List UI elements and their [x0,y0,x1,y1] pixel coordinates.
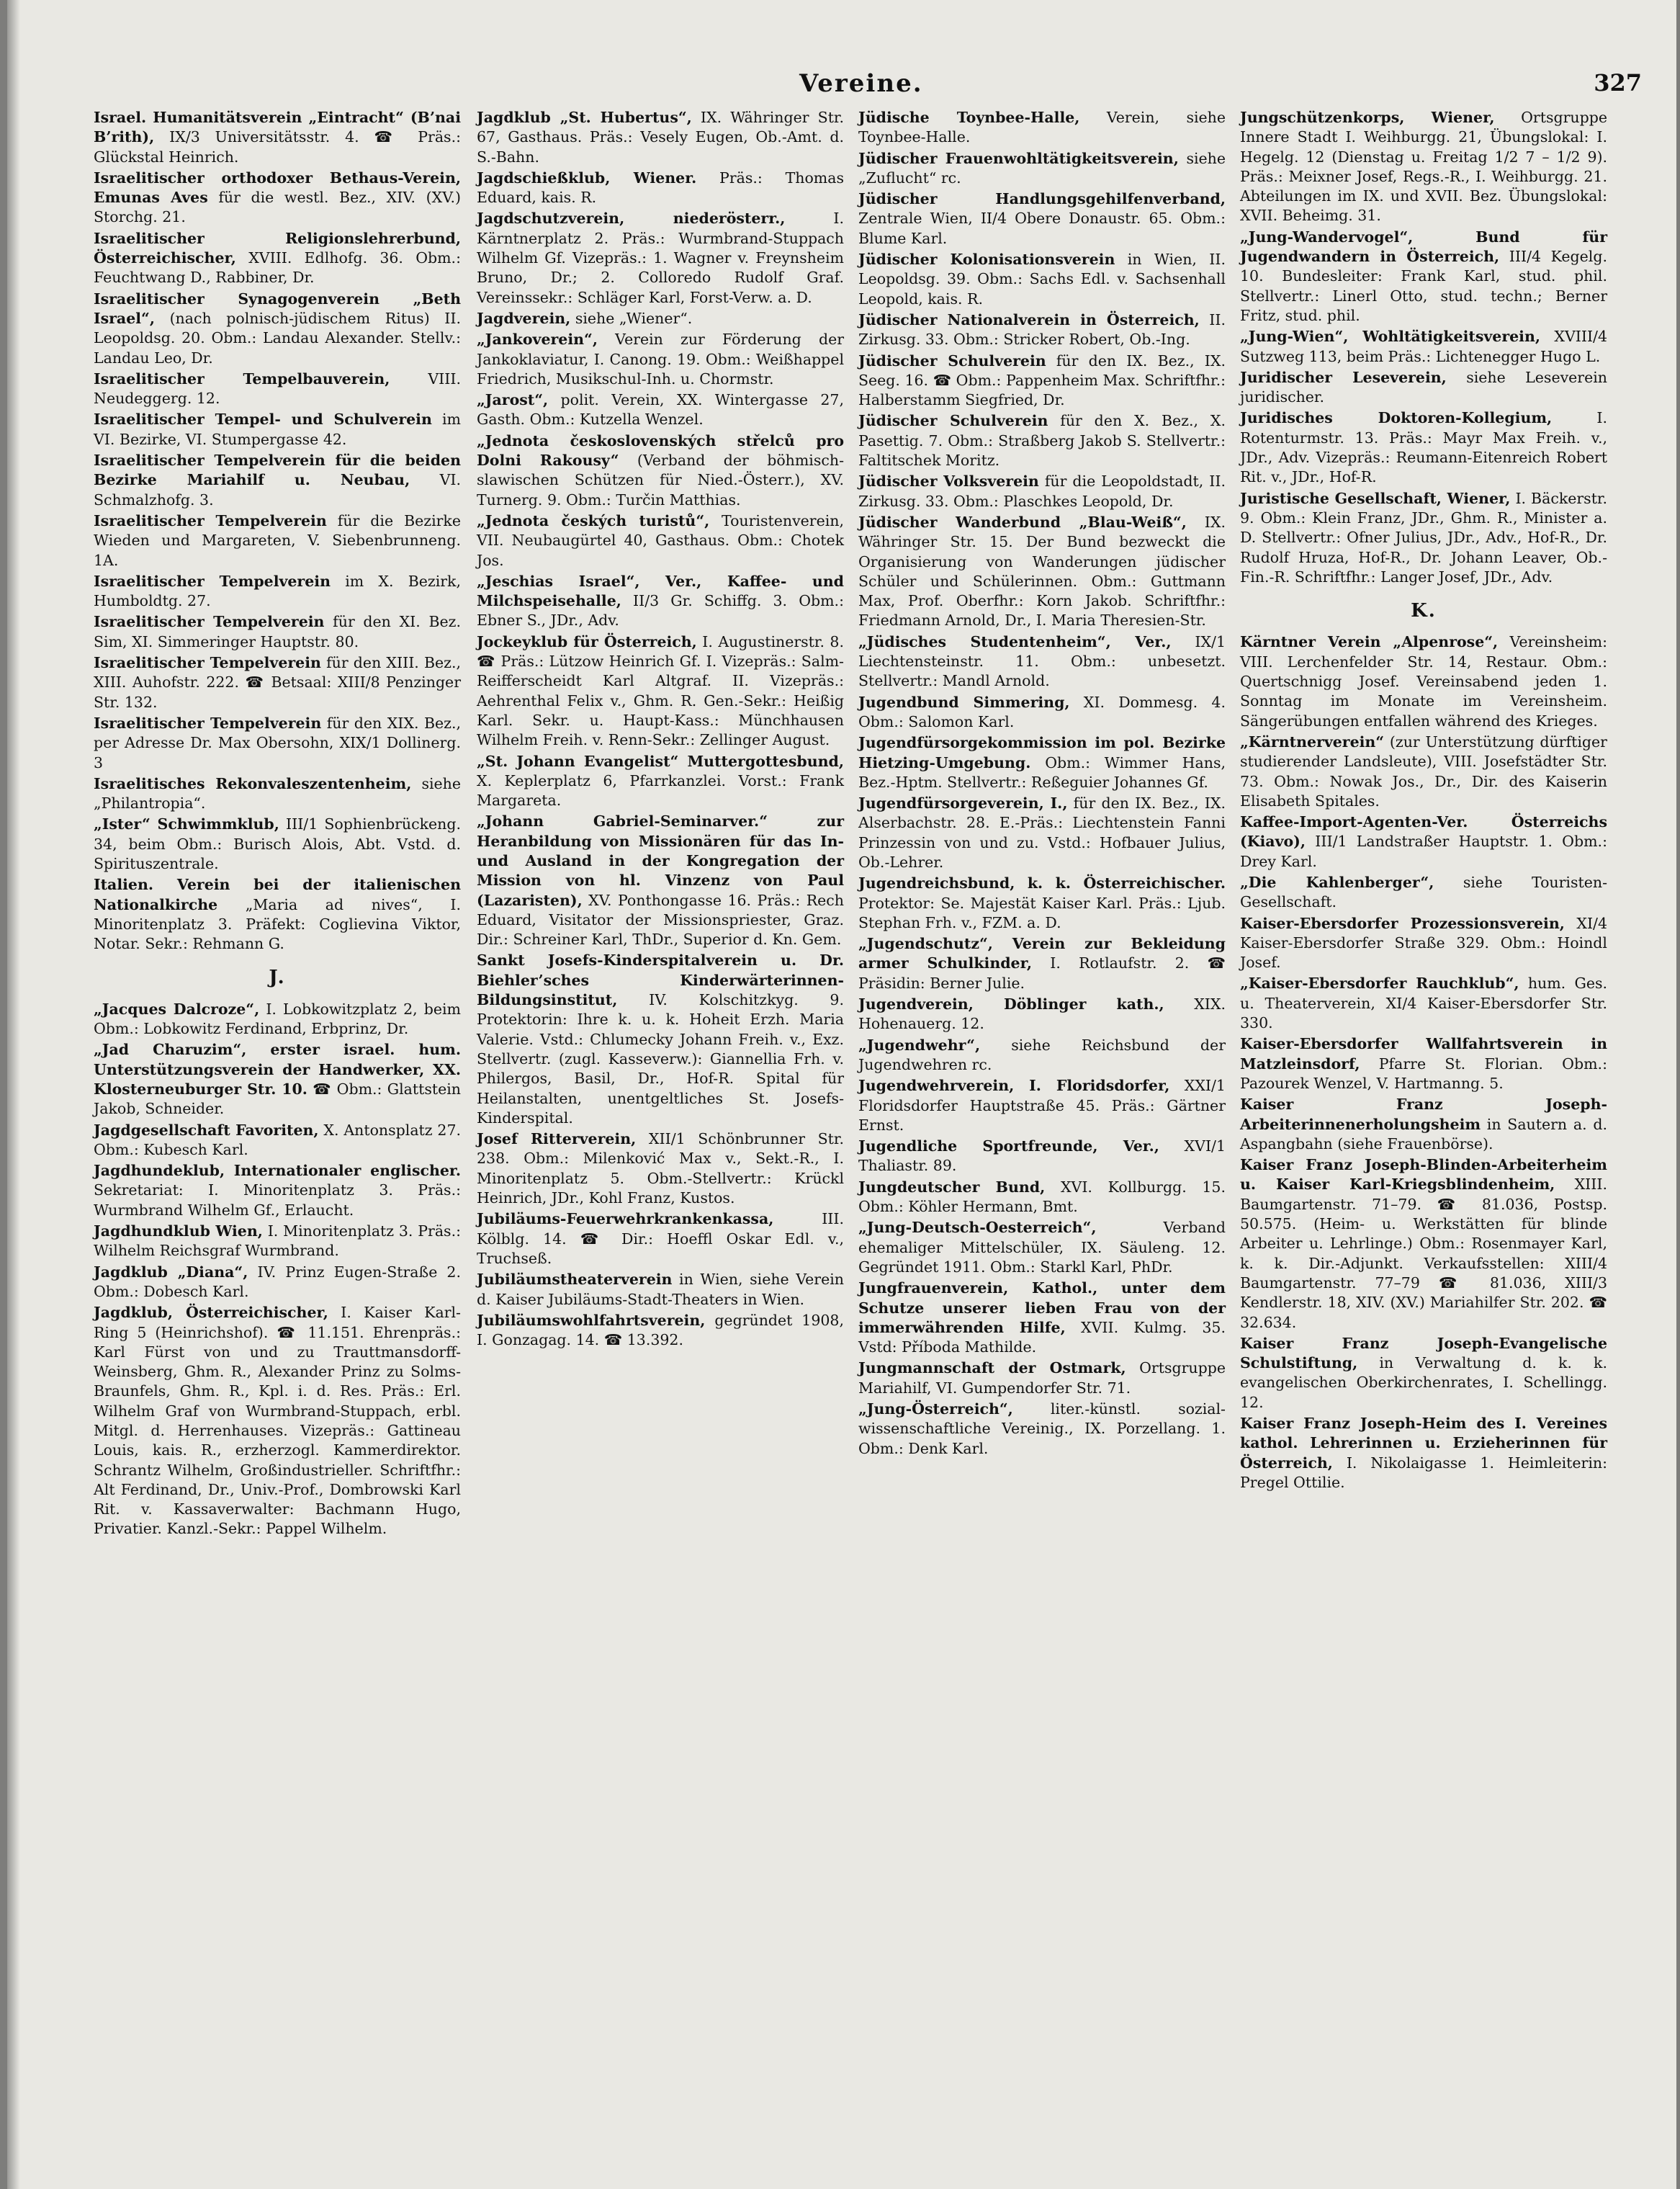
directory-entry [1240,733,1607,811]
directory-entry [477,309,844,328]
entry-name: „Die Kahlenberger“, [1240,873,1434,891]
entry-name: Jüdischer Nationalverein in Österreich, [858,310,1200,328]
entry-name: Jüdische Toynbee-Halle, [858,109,1080,126]
entry-name: Jubiläumswohlfahrtsverein, [477,1311,706,1329]
entry-name: Jagdgesellschaft Favoriten, [94,1121,319,1139]
entry-name: Jüdischer Volksverein [858,473,1039,491]
entry-name: Israelitisches Rekonvaleszentenheim, [94,774,412,792]
directory-entry [858,250,1226,309]
directory-entry [94,229,461,288]
column-1 [94,108,461,1541]
page-number: 327 [1594,69,1642,97]
entry-details: III. Kölblg. 14. ☎ Dir.: Hoeffl Oskar Edl. v., Truchseß. [477,1210,844,1267]
entry-name: Jugendwehrverein, I. Floridsdorfer, [858,1077,1170,1095]
directory-entry [94,1121,461,1160]
entry-details: Vereinsheim: VIII. Lerchenfelder Str. 14, Restaur. Obm.: Quertschnigg Josef. Vereinsabend jeden 1. Sonntag im Monate im Vereinsheim. Sängerübungen entfallen während des Krieges. [1240,633,1607,730]
directory-entry [94,875,461,954]
entry-name: Kärntner Verein „Alpenrose“, [1240,633,1499,651]
entry-name: Israelitischer Tempel- und Schulverein [94,411,432,429]
entry-details: siehe Reichsbund der Jugendwehren rc. [858,1036,1226,1073]
entry-details: III/1 Landstraßer Hauptstr. 1. Obm.: Drey Karl. [1240,833,1607,870]
entry-details: Verein zur Förderung der Jankoklaviatur, I. Canong. 19. Obm.: Weißhappel Friedrich, Musikschul-Inh. u. Chormstr. [477,331,844,388]
directory-entry [858,1279,1226,1357]
entry-name: „Johann Gabriel-Seminarver.“ zur Heranbildung von Missionären für das In- und Ausland in der Kongregation der Mission von hl. Vinzenz von Paul (Lazaristen), [477,813,844,909]
directory-entry [94,1263,461,1302]
entry-name: Jungfrauenverein, Kathol., unter dem Schutze unserer lieben Frau von der immerwährenden Hilfe, [858,1279,1226,1336]
directory-entry [94,1303,461,1539]
entry-name: Jubiläums-Feuerwehrkrankenkassa, [477,1210,774,1228]
entry-details: X. Antonsplatz 27. Obm.: Kubesch Karl. [94,1121,462,1158]
entry-details: für die Leopoldstadt, II. Zirkusg. 33. Obm.: Plaschkes Leopold, Dr. [858,473,1226,510]
entry-details: I. Minoritenplatz 3. Präs.: Wilhelm Reichsgraf Wurmbrand. [94,1222,461,1260]
directory-entry [858,794,1226,872]
entry-name: Jungschützenkorps, Wiener, [1240,109,1495,126]
entry-name: Kaiser-Ebersdorfer Wallfahrtsverein in Matzleinsdorf, [1240,1035,1607,1073]
entry-name: Jockeyklub für Österreich, [477,632,697,650]
entry-name: „Jeschias Israel“, Ver., Kaffee- und Milchspeisehalle, [477,572,844,610]
entry-details: siehe „Zuflucht“ rc. [858,149,1226,187]
directory-entry [94,774,461,814]
directory-entry [477,951,844,1128]
entry-details: in Wien, siehe Verein d. Kaiser Jubiläums-Stadt-Theaters in Wien. [477,1271,844,1308]
directory-entry [858,995,1226,1034]
entry-name: Israelitischer Tempelverein [94,572,331,590]
entry-name: Jagdklub, Österreichischer, [94,1304,328,1322]
entry-details: XIII. Baumgartenstr. 71–79. ☎ 81.036, Postsp. 50.575. (Heim- u. Werkstätten für blinde Arbeiter u. Lehrlinge.) Obm.: Rosenmayer Karl, k. k. Dir.-Adjunkt. Verkaufsstellen: XIII/4 Baumgartenstr. 77–79 ☎ 81.036, XIII/3 Kendlerstr. 18, XIV. (XV.) Mariahilfer Str. 202. ☎ 32.634. [1240,1176,1607,1331]
entry-details: siehe „Philantropia“. [94,774,461,813]
entry-details: II/3 Gr. Schiffg. 3. Obm.: Ebner S., JDr., Adv. [477,592,844,630]
entry-details: Verein, siehe Toynbee-Halle. [858,109,1226,146]
entry-name: Jüdischer Frauenwohltätigkeitsverein, [858,149,1179,167]
entry-name: Jugendreichsbund, k. k. Österreichischer. [858,874,1226,892]
directory-page [7,0,1676,2189]
directory-entry [1240,1095,1607,1154]
entry-name: Jagdklub „Diana“, [94,1263,248,1281]
entry-details: X. Keplerplatz 6, Pfarrkanzlei. Vorst.: Frank Margareta. [477,771,844,810]
directory-entry [1240,974,1607,1033]
entry-details: I. Rotlaufstr. 2. ☎ Präsidin: Berner Julie. [858,954,1226,992]
entry-name: Juridischer Leseverein, [1240,368,1447,386]
entry-name: Jugendbund Simmering, [858,693,1070,711]
entry-details: Zentrale Wien, II/4 Obere Donaustr. 65. Obm.: Blume Karl. [858,210,1226,247]
entry-name: Kaiser Franz Joseph-Heim des I. Vereines kathol. Lehrerinnen u. Erzieherinnen für Österreich, [1240,1415,1607,1472]
entry-name: Jungmannschaft der Ostmark, [858,1359,1126,1377]
directory-entry [94,451,461,510]
entry-name: „Jung-Deutsch-Oesterreich“, [858,1219,1097,1237]
entry-details: im VI. Bezirke, VI. Stumpergasse 42. [94,411,461,448]
directory-entry [858,934,1226,993]
directory-entry [477,209,844,307]
directory-entry [94,108,461,167]
entry-details: in Sautern a. d. Aspangbahn (siehe Frauenbörse). [1240,1115,1607,1152]
entry-name: Jagdhundeklub, Internationaler englischer. [94,1162,461,1180]
entry-details: XVI/1 Thaliastr. 89. [858,1137,1226,1175]
directory-entry [94,1040,461,1119]
entry-name: Jüdischer Schulverein [858,412,1048,430]
entry-details: ☎ Obm.: Glattstein Jakob, Schneider. [94,1080,461,1118]
entry-name: Jugendfürsorgekommission im pol. Bezirke Hietzing-Umgebung. [858,734,1226,771]
entry-name: Sankt Josefs-Kinderspitalverein u. Dr. Biehler’sches Kinderwärterinnen-Bildungsinstitut, [477,952,844,1009]
directory-entry [1240,914,1607,973]
directory-entry [1240,489,1607,587]
directory-entry [477,1209,844,1268]
column-4 [1240,108,1607,1494]
entry-details: (nach polnisch-jüdischem Ritus) II. Leopoldsg. 20. Obm.: Landau Alexander. Stellv.: Landau Leo, Dr. [94,309,461,367]
entry-details: (zur Unterstützung dürftiger studierender Landsleute), VIII. Josefstädter Str. 73. Obm.: Nowak Jos., Dr., Dir. des Kaiserin Elisabeth Spitales. [1240,733,1607,810]
directory-entry [858,108,1226,148]
entry-name: Israelitischer Tempelverein für die beiden Bezirke Mariahilf u. Neubau, [94,452,461,489]
directory-entry [858,1036,1226,1075]
entry-name: Kaiser Franz Joseph-Arbeiterinnenerholungsheim [1240,1096,1607,1133]
entry-name: „Jad Charuzim“, erster israel. hum. Unterstützungsverein der Handwerker, XX. Klosterneuburger Str. 10. [94,1041,461,1098]
directory-entry [858,1076,1226,1135]
entry-name: Jüdischer Kolonisationsverein [858,251,1115,269]
entry-details: I. Kaiser Karl-Ring 5 (Heinrichshof). ☎ 11.151. Ehrenpräs.: Karl Fürst von und zu Trauttmansdorff-Weinsberg, Ghm. R., Alexander Prinz zu Solms-Braunfels, Ghm. R., Kpl. i. d. Res. Präs.: Erl. Wilhelm Graf von Wurmbrand-Stuppach, erbl. Mitgl. d. Herrenhauses. Vizepräs.: Gattineau Louis, kais. R., erzherzogl. Kammerdirektor. Schrantz Wilhelm, Großindustrieller. Schriftfhr.: Alt Ferdinand, Dr., Univ.-Prof., Dombrowski Karl Rit. v. Kassaverwalter: Bachmann Hugo, Privatier. Kanzl.-Sekr.: Pappel Wilhelm. [94,1304,461,1538]
entry-details: Pfarre St. Florian. Obm.: Pazourek Wenzel, V. Hartmanng. 5. [1240,1055,1607,1092]
entry-details: für den XIII. Bez., XIII. Auhofstr. 222. ☎ Betsaal: XIII/8 Penzinger Str. 132. [94,654,461,711]
entry-name: „Jugendwehr“, [858,1036,981,1054]
directory-entry [477,1311,844,1351]
entry-details: XI/4 Kaiser-Ebersdorfer Straße 329. Obm.: Hoindl Josef. [1240,914,1607,972]
entry-details: XII/1 Schönbrunner Str. 238. Obm.: Milenković Max v., Sekt.-R., I. Minoritenplatz 5. Obm.-Stellvertr.: Krückl Heinrich, JDr., Kohl Franz, Kustos. [477,1130,844,1207]
entry-details: siehe Leseverein juridischer. [1240,368,1607,406]
entry-name: Jagdklub „St. Hubertus“, [477,109,692,126]
directory-entry [858,149,1226,189]
entry-details: Ortsgruppe Mariahilf, VI. Gumpendorfer Str. 71. [858,1359,1226,1397]
column-3 [858,108,1226,1460]
directory-entry [1240,108,1607,226]
entry-details: I. Lobkowitzplatz 2, beim Obm.: Lobkowitz Ferdinand, Erbprinz, Dr. [94,1000,461,1038]
directory-entry [1240,228,1607,326]
directory-entry [858,1218,1226,1277]
entry-name: Israelitischer Tempelverein [94,654,321,672]
entry-details: hum. Ges. u. Theaterverein, XI/4 Kaiser-Ebersdorfer Str. 330. [1240,975,1607,1032]
running-head: Vereine. [799,69,923,98]
entry-details: VIII. Neudeggerg. 12. [94,370,461,408]
directory-entry [94,511,461,570]
entry-name: Israelitischer Tempelverein [94,613,325,631]
directory-entry [477,330,844,389]
directory-entry [477,511,844,570]
entry-details: XIX. Hohenauerg. 12. [858,995,1226,1033]
entry-details: XVII. Kulmg. 35. Vstd: Příboda Mathilde. [858,1318,1226,1356]
entry-name: „Jüdisches Studentenheim“, Ver., [858,632,1172,650]
entry-details: für die westl. Bez., XIV. (XV.) Storchg. 21. [94,189,461,226]
entry-details: für den XI. Bez. Sim, XI. Simmeringer Hauptstr. 80. [94,613,461,650]
entry-details: in Wien, II. Leopoldsg. 39. Obm.: Sachs Edl. v. Sachsenhall Leopold, kais. R. [858,251,1226,308]
entry-details: Präs.: Thomas Eduard, kais. R. [477,169,844,207]
entry-details: für den IX. Bez., IX. Alserbachstr. 28. E.-Präs.: Liechtenstein Fanni Prinzessin von und zu. Vstd.: Hofbauer Julius, Ob.-Lehrer. [858,794,1226,871]
entry-details: IX. Währinger Str. 67, Gasthaus. Präs.: Vesely Eugen, Ob.-Amt. d. S.-Bahn. [477,109,844,166]
entry-name: Jüdischer Handlungsgehilfenverband, [858,190,1226,208]
entry-details: I. Augustinerstr. 8. ☎ Präs.: Lützow Heinrich Gf. I. Vizepräs.: Salm-Reifferscheidt Karl Altgraf. II. Vizepräs.: Aehrenthal Felix v., Ghm. R. Gen.-Sekr.: Heißig Karl. Sekr. u. Haupt-Kass.: Münchhausen Wilhelm Freih. v. Renn-Sekr.: Zellinger August. [477,632,844,749]
entry-name: „Ister“ Schwimmklub, [94,815,279,833]
directory-entry [1240,873,1607,913]
entry-name: Jugendfürsorgeverein, I., [858,794,1068,813]
directory-entry [858,632,1226,691]
directory-entry [94,1222,461,1261]
directory-entry [94,1000,461,1039]
directory-entry [858,874,1226,933]
entry-details: polit. Verein, XX. Wintergasse 27, Gasth. Obm.: Kutzella Wenzel. [477,391,844,429]
entry-name: Jugendliche Sportfreunde, Ver., [858,1137,1159,1155]
entry-details: III/1 Sophienbrückeng. 34, beim Obm.: Burisch Alois, Abt. Vstd. d. Spirituszentrale. [94,815,461,872]
entry-details: gegründet 1908, I. Gonzagag. 14. ☎ 13.392. [477,1311,844,1349]
directory-entry [1240,1334,1607,1413]
entry-name: Italien. Verein bei der italienischen Nationalkirche [94,876,461,913]
entry-name: Israelitischer Tempelverein [94,511,327,529]
entry-name: Jüdischer Wanderbund „Blau-Weiß“, [858,513,1187,531]
entry-name: Josef Ritterverein, [477,1130,637,1148]
entry-name: „St. Johann Evangelist“ Muttergottesbund, [477,752,844,770]
entry-details: Touristenverein, VII. Neubaugürtel 40, Gasthaus. Obm.: Chotek Jos. [477,511,844,569]
directory-entry [94,410,461,449]
entry-details: für den X. Bez., X. Pasettig. 7. Obm.: Straßberg Jakob S. Stellvertr.: Faltitschek Moritz. [858,412,1226,470]
entry-details: II. Zirkusg. 33. Obm.: Stricker Robert, Ob.-Ing. [858,310,1226,349]
directory-entry [94,653,461,712]
entry-name: Israelitischer orthodoxer Bethaus-Verein, Emunas Aves [94,169,461,207]
directory-entry [858,1178,1226,1217]
entry-details: XVIII/4 Sutzweg 113, beim Präs.: Lichtenegger Hugo L. [1240,328,1607,365]
entry-details: III/4 Kegelg. 10. Bundesleiter: Frank Karl, stud. phil. Stellvertr.: Linerl Otto, stud. techn.; Berner Fritz, stud. phil. [1240,248,1608,324]
entry-name: Jagdschießklub, Wiener. [477,169,697,187]
entry-details: I. Bäckerstr. 9. Obm.: Klein Franz, JDr., Ghm. R., Minister a. D. Stellvertr.: Ofner Julius, JDr., Adv., Hof-R., Dr. Rudolf Hruza, Hof-R., Dr. Johann Leaver, Ob.-Fin.-R. Schriftfhr.: Langer Josef, JDr., Adv. [1240,489,1607,586]
entry-name: Kaiser Franz Joseph-Blinden-Arbeiterheim u. Kaiser Karl-Kriegsblindenheim, [1240,1156,1607,1194]
entry-name: Jagdhundklub Wien, [94,1222,263,1240]
entry-name: „Jung-Wien“, Wohltätigkeitsverein, [1240,328,1541,346]
directory-entry [477,812,844,949]
directory-entry [94,714,461,773]
entry-details: (Verband der böhmisch-slawischen Schützen für Nied.-Österr.), XV. Turnerg. 9. Obm.: Turčin Matthias. [477,452,844,509]
entry-details: Sekretariat: I. Minoritenplatz 3. Präs.: Wurmbrand Wilhelm Gf., Erlaucht. [94,1181,461,1219]
directory-entry [94,169,461,228]
directory-entry [858,411,1226,470]
directory-entry [94,572,461,612]
entry-details: Obm.: Wimmer Hans, Bez.-Hptm. Stellvertr.: Reßeguier Johannes Gf. [858,753,1226,791]
directory-entry [858,1137,1226,1176]
entry-details: für den IX. Bez., IX. Seeg. 16. ☎ Obm.: Pappenheim Max. Schriftfhr.: Halberstamm Siegfried, Dr. [858,352,1226,409]
entry-name: Jüdischer Schulverein [858,352,1046,370]
directory-entry [94,290,461,368]
entry-name: „Jugendschutz“, Verein zur Bekleidung armer Schulkinder, [858,935,1226,972]
entry-details: IV. Prinz Eugen-Straße 2. Obm.: Dobesch Karl. [94,1263,461,1300]
entry-name: Jubiläumstheaterverein [477,1271,673,1289]
entry-details: XV. Ponthongasse 16. Präs.: Rech Eduard, Visitator der Missionspriester, Graz. Dir.: Schreiner Karl, ThDr., Superior d. Kn. Gem. [477,891,844,949]
directory-entry [858,733,1226,792]
entry-details: für die Bezirke Wieden und Margareten, V. Siebenbrunneng. 1A. [94,511,461,569]
directory-entry [94,612,461,652]
directory-entry [477,390,844,430]
entry-details: Protektor: Se. Majestät Kaiser Karl. Präs.: Ljub. Stephan Frh. v., FZM. a. D. [858,894,1226,931]
entry-name: Jungdeutscher Bund, [858,1178,1046,1196]
directory-entry [858,513,1226,631]
entry-name: „Jung-Österreich“, [858,1400,1013,1418]
directory-entry [477,431,844,510]
entry-details: VI. Schmalzhofg. 3. [94,471,461,509]
entry-name: „Jacques Dalcroze“, [94,1000,260,1018]
entry-details: liter.-künstl. sozial-wissenschaftliche Vereinig., IX. Porzellang. 1. Obm.: Denk Karl. [858,1400,1226,1457]
entry-name: Israelitischer Synagogenverein „Beth Israel“, [94,290,461,327]
directory-entry [477,572,844,631]
entry-details: XXI/1 Floridsdorfer Hauptstraße 45. Präs.: Gärtner Ernst. [858,1077,1226,1134]
directory-entry [1240,408,1607,487]
entry-name: „Jarost“, [477,391,549,409]
directory-entry [477,108,844,167]
directory-entry [1240,1414,1607,1492]
entry-details: „Maria ad nives“, I. Minoritenplatz 3. Präfekt: Coglievina Viktor, Notar. Sekr.: Rehmann G. [94,895,461,953]
entry-details: I. Rotenturmstr. 13. Präs.: Mayr Max Freih. v., JDr., Adv. Vizepräs.: Reumann-Eitenreich Robert Rit. v., JDr., Hof-R. [1240,409,1607,486]
entry-name: „Kärntnerverein“ [1240,733,1385,751]
entry-details: Ortsgruppe Innere Stadt I. Weihburgg. 21, Übungslokal: I. Hegelg. 12 (Dienstag u. Freitag 1/2 7 – 1/2 9). Präs.: Meixner Josef, Regs.-R., I. Weihburgg. 21. Abteilungen im IX. und XVII. Bez. Übungslokal: XVII. Beheimg. 31. [1240,109,1607,225]
directory-entry [1240,368,1607,408]
directory-entry [1240,1034,1607,1093]
entry-name: „Jung-Wandervogel“, Bund für Jugendwandern in Österreich, [1240,228,1607,266]
directory-entry [1240,813,1607,872]
entry-name: Juristische Gesellschaft, Wiener, [1240,489,1511,507]
directory-entry [477,632,844,751]
directory-entry [1240,632,1607,730]
directory-entry [858,1358,1226,1398]
entry-name: Juridisches Doktoren-Kollegium, [1240,409,1553,427]
entry-name: Jagdschutzverein, niederösterr., [477,210,786,228]
section-letter: K. [1411,600,1437,622]
column-2 [477,108,844,1351]
section-letter: J. [269,967,286,989]
entry-details: für den XIX. Bez., per Adresse Dr. Max Obersohn, XIX/1 Dollinerg. 3 [94,714,461,771]
entry-name: Israelitischer Tempelverein [94,714,322,732]
directory-entry [858,310,1226,350]
directory-entry [94,1161,461,1220]
entry-details: siehe „Wiener“. [575,309,693,327]
entry-details: Verband ehemaliger Mittelschüler, IX. Säuleng. 12. Gegründet 1911. Obm.: Starkl Karl, PhDr. [858,1219,1226,1276]
directory-entry [477,1129,844,1208]
directory-entry [858,1400,1226,1459]
entry-name: Israel. Humanitätsverein „Eintracht“ (B’nai B’rith), [94,109,461,146]
directory-entry [477,169,844,208]
entry-name: Kaiser Franz Joseph-Evangelische Schulstiftung, [1240,1334,1607,1372]
directory-entry [94,370,461,409]
entry-details: IV. Kolschitzkyg. 9. Protektorin: Ihre k. u. k. Hoheit Erzh. Maria Valerie. Vstd.: Chlumecky Johann Freih. v., Exz. Stellvertr. (zugl. Kasseverw.): Giannellia Frh. v. Philergos, Basil, Dr., Hof-R. Spital für Heilanstalten, unentgeltliches St. Josefs-Kinderspital. [477,991,844,1127]
directory-entry [858,472,1226,511]
entry-name: „Jednota československých střelců pro Dolni Rakousy“ [477,431,844,470]
page-header [7,69,1676,112]
entry-details: IX/1 Liechtensteinstr. 11. Obm.: unbesetzt. Stellvertr.: Mandl Arnold. [858,632,1226,690]
entry-name: Kaiser-Ebersdorfer Prozessionsverein, [1240,914,1565,932]
entry-name: Israelitischer Religionslehrerbund, Österreichischer, [94,229,461,267]
entry-details: IX. Währinger Str. 15. Der Bund bezweckt die Organisierung von Wanderungen jüdischer Schüler und Schülerinnen. Obm.: Guttmann Max, Prof. Oberfhr.: Korn Jakob. Schriftfhr.: Friedmann Arnold, Dr., I. Maria Theresien-Str. [858,513,1226,630]
entry-details: XI. Dommesg. 4. Obm.: Salomon Karl. [858,693,1226,730]
entry-name: Israelitischer Tempelbauverein, [94,370,390,388]
entry-details: siehe Touristen-Gesellschaft. [1240,873,1607,911]
entry-name: „Kaiser-Ebersdorfer Rauchklub“, [1240,975,1519,993]
entry-name: Jagdverein, [477,309,571,327]
entry-details: im X. Bezirk, Humboldtg. 27. [94,572,461,610]
entry-name: Kaffee-Import-Agenten-Ver. Österreichs (Kiavo), [1240,813,1607,851]
directory-entry [477,1270,844,1310]
entry-details: IX/3 Universitätsstr. 4. ☎ Präs.: Glückstal Heinrich. [94,128,461,166]
entry-details: I. Kärntnerplatz 2. Präs.: Wurmbrand-Stuppach Wilhelm Gf. Vizepräs.: 1. Wagner v. Freynsheim Bruno, Dr.; 2. Colloredo Rudolf Graf. Vereinssekr.: Schläger Karl, Forst-Verw. a. D. [477,210,844,306]
directory-entry [858,189,1226,249]
entry-name: „Jednota českých turistů“, [477,511,710,529]
directory-entry [858,693,1226,733]
entry-name: „Jankoverein“, [477,331,598,349]
entry-details: XVIII. Edlhofg. 36. Obm.: Feuchtwang D., Rabbiner, Dr. [94,249,461,287]
entry-details: XVI. Kollburgg. 15. Obm.: Köhler Hermann, Bmt. [858,1178,1226,1216]
entry-details: in Verwaltung d. k. k. evangelischen Oberkirchenrates, I. Schellingg. 12. [1240,1354,1607,1411]
directory-entry [477,752,844,811]
entry-name: Jugendverein, Döblinger kath., [858,995,1164,1013]
directory-entry [1240,327,1607,367]
entry-details: I. Nikolaigasse 1. Heimleiterin: Pregel Ottilie. [1240,1454,1607,1491]
directory-entry [858,352,1226,411]
directory-entry [1240,1155,1607,1333]
directory-entry [94,815,461,874]
